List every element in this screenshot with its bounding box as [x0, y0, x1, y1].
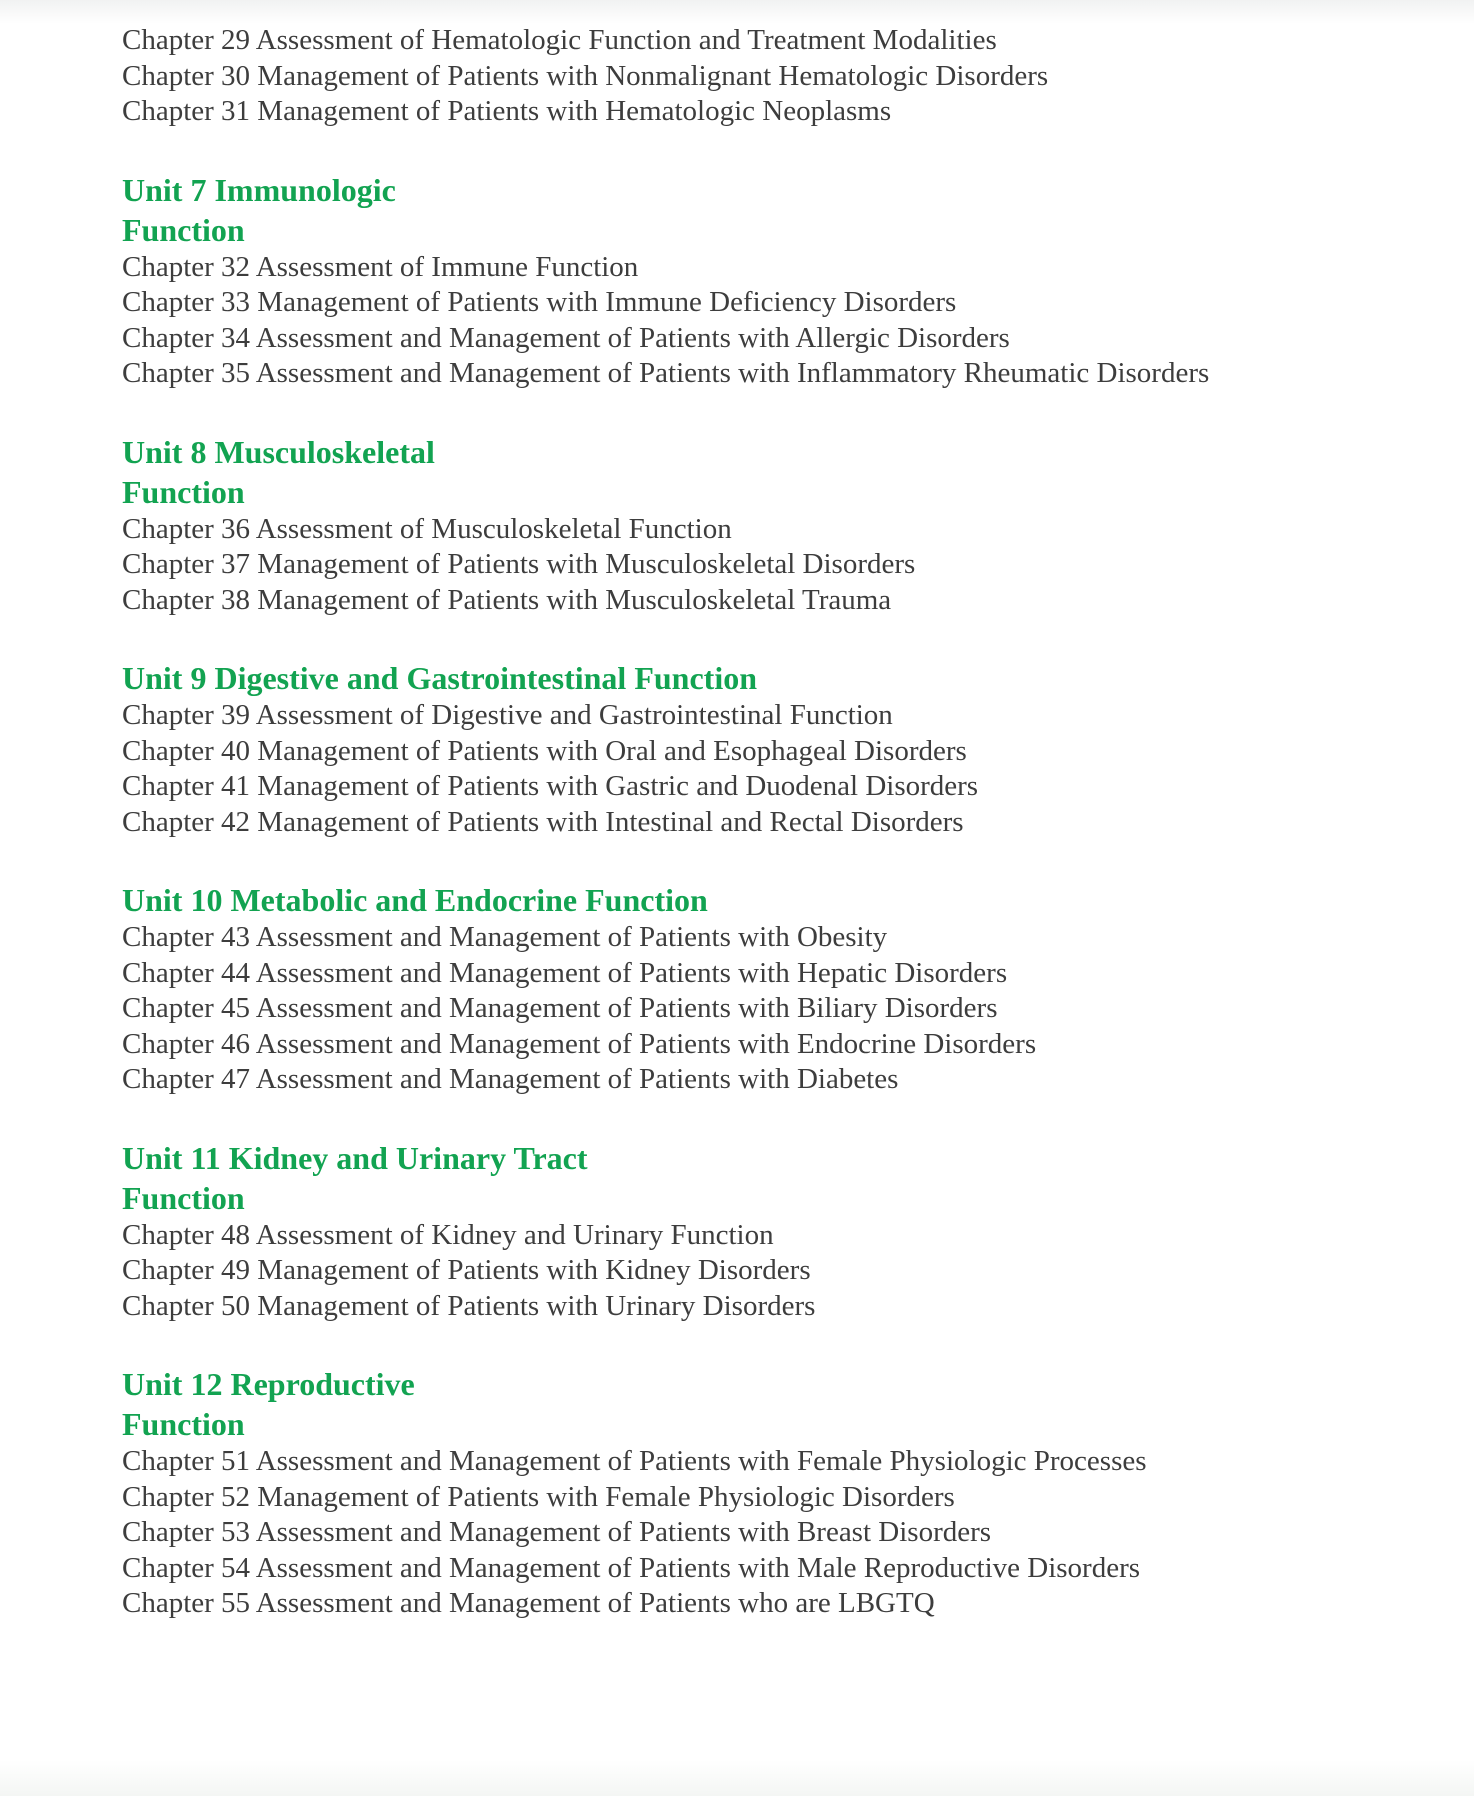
unit-section — [122, 1364, 1444, 1622]
chapter-line: Chapter 29 Assessment of Hematologic Function and Treatment Modalities — [122, 24, 997, 56]
chapter-list — [122, 250, 1444, 392]
chapter-line: Chapter 32 Assessment of Immune Function — [122, 250, 639, 283]
unit-heading — [122, 170, 1444, 250]
unit-heading — [122, 432, 1444, 512]
unit-section — [122, 1138, 1444, 1325]
chapter-line: Chapter 50 Management of Patients with Urinary Disorders — [122, 1289, 816, 1322]
chapter-list — [122, 23, 1444, 130]
unit-section — [122, 432, 1444, 619]
unit-heading-line: Function — [122, 211, 245, 248]
chapter-line: Chapter 39 Assessment of Digestive and Gastrointestinal Function — [122, 699, 893, 731]
unit-heading-line: Unit 12 Reproductive — [122, 1366, 415, 1402]
chapter-line: Chapter 48 Assessment of Kidney and Urinary Function — [122, 1218, 774, 1251]
chapter-line: Chapter 38 Management of Patients with Musculoskeletal Trauma — [122, 583, 892, 616]
chapter-line: Chapter 41 Management of Patients with Gastric and Duodenal Disorders — [122, 770, 979, 802]
unit-heading-line: Unit 11 Kidney and Urinary Tract — [122, 1139, 588, 1176]
unit-heading-line: Function — [122, 1406, 245, 1442]
unit-heading-line: Unit 8 Musculoskeletal — [122, 433, 435, 470]
unit-section — [122, 23, 1444, 130]
chapter-line: Chapter 54 Assessment and Management of Patients with Male Reproductive Disorders — [122, 1551, 1141, 1584]
bottom-fade-band — [0, 1760, 1474, 1796]
chapter-list — [122, 512, 1444, 619]
unit-heading-line: Unit 7 Immunologic — [122, 171, 396, 208]
chapter-list — [122, 1444, 1444, 1622]
chapter-line: Chapter 34 Assessment and Management of Patients with Allergic Disorders — [122, 321, 1010, 354]
chapter-line: Chapter 31 Management of Patients with Hematologic Neoplasms — [122, 95, 892, 127]
chapter-line: Chapter 33 Management of Patients with Immune Deficiency Disorders — [122, 286, 957, 318]
unit-section — [122, 658, 1444, 840]
chapter-line: Chapter 51 Assessment and Management of Patients with Female Physiologic Processes — [122, 1445, 1147, 1477]
chapter-line: Chapter 44 Assessment and Management of Patients with Hepatic Disorders — [122, 956, 1008, 989]
unit-heading — [122, 880, 1444, 920]
chapter-line: Chapter 40 Management of Patients with Oral and Esophageal Disorders — [122, 734, 967, 767]
chapter-line: Chapter 47 Assessment and Management of Patients with Diabetes — [122, 1063, 899, 1095]
chapter-line: Chapter 46 Assessment and Management of Patients with Endocrine Disorders — [122, 1027, 1037, 1060]
chapter-line: Chapter 30 Management of Patients with Nonmalignant Hematologic Disorders — [122, 59, 1049, 92]
chapter-list — [122, 698, 1444, 840]
chapter-line: Chapter 55 Assessment and Management of Patients who are LBGTQ — [122, 1587, 935, 1619]
unit-heading — [122, 1138, 1444, 1218]
chapter-line: Chapter 42 Management of Patients with Intestinal and Rectal Disorders — [122, 805, 964, 838]
unit-heading-line: Unit 10 Metabolic and Endocrine Function — [122, 882, 708, 918]
unit-section — [122, 880, 1444, 1098]
chapter-line: Chapter 36 Assessment of Musculoskeletal Function — [122, 512, 732, 545]
chapter-line: Chapter 43 Assessment and Management of Patients with Obesity — [122, 921, 888, 953]
unit-heading-line: Function — [122, 473, 245, 510]
chapter-line: Chapter 37 Management of Patients with Musculoskeletal Disorders — [122, 548, 916, 580]
unit-section — [122, 170, 1444, 392]
chapter-line: Chapter 52 Management of Patients with Female Physiologic Disorders — [122, 1480, 955, 1513]
chapter-list — [122, 920, 1444, 1098]
unit-heading — [122, 658, 1444, 698]
unit-heading-line: Function — [122, 1179, 245, 1216]
chapter-list — [122, 1218, 1444, 1325]
chapter-line: Chapter 35 Assessment and Management of Patients with Inflammatory Rheumatic Disorders — [122, 357, 1210, 389]
unit-heading — [122, 1364, 1444, 1444]
chapter-line: Chapter 49 Management of Patients with Kidney Disorders — [122, 1254, 811, 1286]
chapter-line: Chapter 45 Assessment and Management of Patients with Biliary Disorders — [122, 992, 998, 1024]
chapter-line: Chapter 53 Assessment and Management of Patients with Breast Disorders — [122, 1516, 992, 1548]
unit-heading-line: Unit 9 Digestive and Gastrointestinal Function — [122, 660, 757, 696]
